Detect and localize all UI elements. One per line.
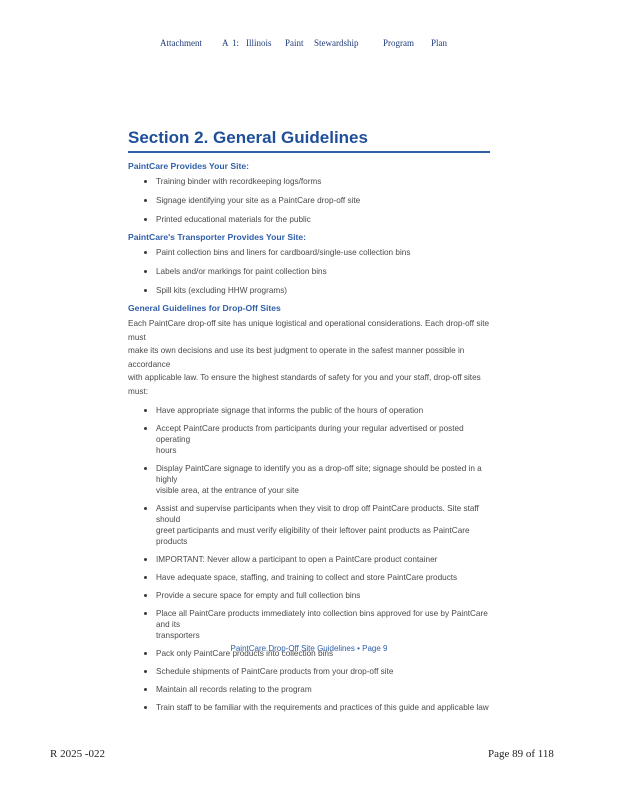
list-item: Display PaintCare signage to identify you as a drop-off site; signage should be posted in a highly visible area, at the entrance of your site [128,463,490,496]
header-word: Attachment [160,38,202,48]
document-reference: R 2025 -022 [50,748,105,760]
header-word: Plan [431,38,448,48]
list-item: Signage identifying your site as a PaintCare drop-off site [128,195,490,206]
page-content [128,128,490,713]
paragraph-line: with applicable law. To ensure the highest standards of safety for you and your staff, drop-off sites must: [128,373,481,396]
list-item: Spill kits (excluding HHW programs) [128,285,490,296]
paragraph-line: Each PaintCare drop-off site has unique logistical and operational considerations. Each drop-off site must [128,319,490,342]
list-item: Assist and supervise participants when they visit to drop off PaintCare products. Site staff should greet participants and must verify eligibility of their leftover paint products as PaintCare products [128,503,490,547]
list-item: Printed educational materials for the public [128,214,490,225]
header-word: A [222,38,229,48]
general-paragraph [128,317,490,398]
section-title: Section 2. General Guidelines [128,128,490,153]
general-guidelines-list [128,405,490,713]
header-word: Program [383,38,414,48]
list-item: Pack only PaintCare products into collection bins [128,648,490,659]
general-guidelines-heading: General Guidelines for Drop-Off Sites [128,303,281,313]
list-item: Paint collection bins and liners for cardboard/single-use collection bins [128,247,490,258]
list-item: Maintain all records relating to the program [128,684,490,695]
list-item: Have appropriate signage that informs the public of the hours of operation [128,405,490,416]
header-word: 1: [232,38,240,48]
page-number: Page 89 of 118 [488,748,554,760]
list-item: Training binder with recordkeeping logs/forms [128,176,490,187]
header-word: Paint [285,38,304,48]
list-item: Accept PaintCare products from participants during your regular advertised or posted operating hours [128,423,490,456]
list-item: Train staff to be familiar with the requirements and practices of this guide and applicable law [128,702,490,713]
provides-site-list [128,176,490,225]
list-item: Labels and/or markings for paint collection bins [128,266,490,277]
transporter-heading: PaintCare's Transporter Provides Your Site: [128,232,306,242]
list-item: Have adequate space, staffing, and training to collect and store PaintCare products [128,572,490,583]
list-item: Schedule shipments of PaintCare products from your drop-off site [128,666,490,677]
list-item: Provide a secure space for empty and full collection bins [128,590,490,601]
header-word: Stewardship [314,38,359,48]
provides-site-heading: PaintCare Provides Your Site: [128,161,249,171]
page-footer: PaintCare Drop-Off Site Guidelines • Page 9 [230,644,388,653]
list-item: IMPORTANT: Never allow a participant to open a PaintCare product container [128,554,490,565]
list-item: Place all PaintCare products immediately into collection bins approved for use by PaintCare and its transporters [128,608,490,641]
paragraph-line: make its own decisions and use its best judgment to operate in the safest manner possible in accordance [128,346,465,369]
header-word: Illinois [246,38,272,48]
transporter-list [128,247,490,296]
